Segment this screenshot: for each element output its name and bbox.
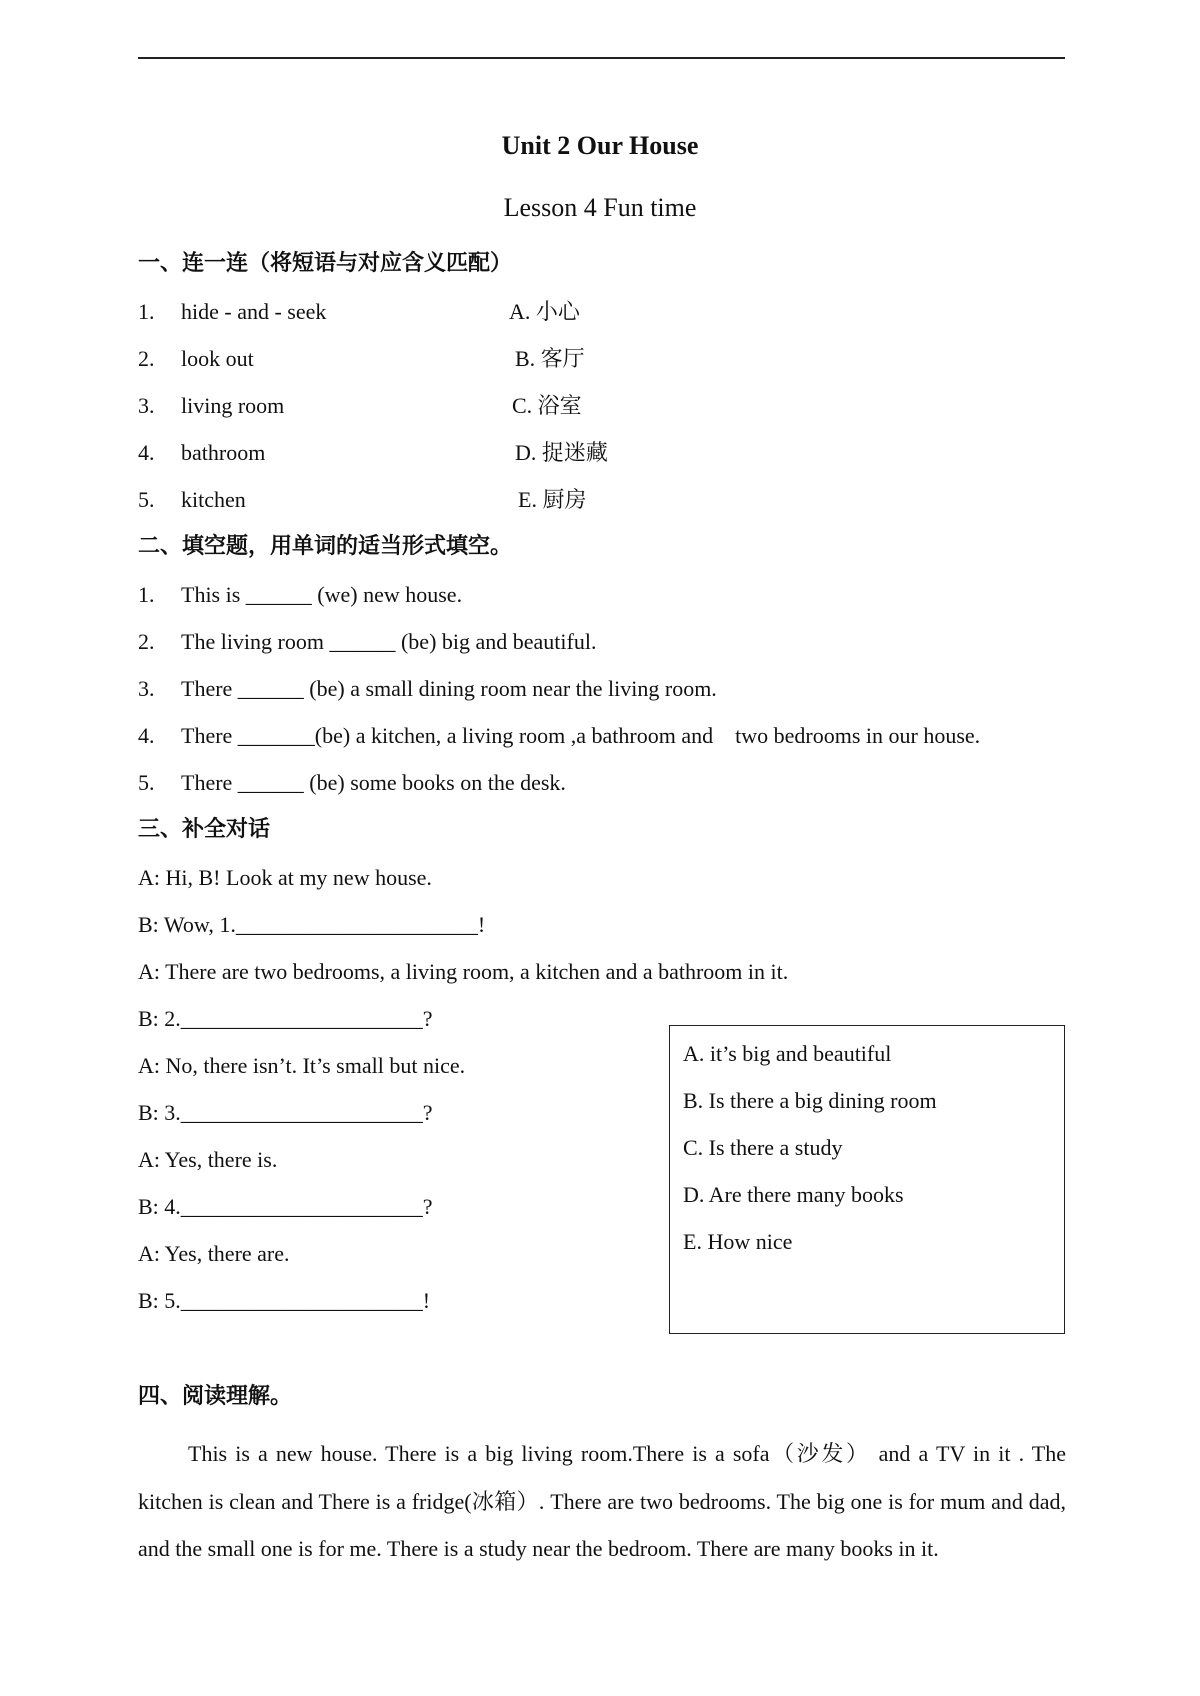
lesson-subtitle: Lesson 4 Fun time (503, 193, 697, 222)
dialogue-line: A: Yes, there are. (138, 1241, 290, 1266)
fill-number: 1. (138, 582, 155, 607)
match-option: E. 厨房 (518, 487, 587, 512)
dialogue-line: B: 4.______________________? (138, 1194, 433, 1219)
match-number: 1. (138, 299, 155, 324)
section1-heading: 一、连一连（将短语与对应含义匹配） (138, 251, 513, 276)
dialogue-line: A: No, there isn’t. It’s small but nice. (138, 1053, 466, 1078)
option-item: B. Is there a big dining room (683, 1088, 937, 1113)
fill-number: 5. (138, 770, 155, 795)
fill-sentence: There ______ (be) some books on the desk. (181, 770, 566, 795)
match-option: A. 小心 (509, 299, 580, 324)
fill-number: 4. (138, 723, 155, 748)
fill-sentence: There ______ (be) a small dining room near the living room. (181, 676, 717, 701)
dialogue-line: B: 2.______________________? (138, 1006, 433, 1031)
section4-heading: 四、阅读理解。 (138, 1384, 293, 1409)
match-number: 5. (138, 487, 155, 512)
dialogue-line: A: There are two bedrooms, a living room, a kitchen and a bathroom in it. (138, 959, 789, 984)
match-option: B. 客厅 (515, 346, 585, 371)
option-item: E. How nice (683, 1229, 793, 1254)
match-phrase: living room (181, 393, 285, 418)
dialogue-line: B: Wow, 1.______________________! (138, 912, 486, 937)
dialogue-line: B: 3.______________________? (138, 1100, 433, 1125)
fill-number: 2. (138, 629, 155, 654)
reading-paragraph: This is a new house. There is a big living room.There is a sofa（沙发） and a TV in it . The kitchen is clean and There is a fridge(冰箱）. There are two bedrooms. The big one is for mum and dad, and the small one is for me. There is a study near the bedroom. There are many books in it. (138, 1441, 1066, 1561)
match-phrase: bathroom (181, 440, 266, 465)
match-option: C. 浴室 (512, 393, 582, 418)
fill-sentence: There _______(be) a kitchen, a living room ,a bathroom and two bedrooms in our house. (181, 723, 981, 748)
match-phrase: look out (181, 346, 254, 371)
option-item: C. Is there a study (683, 1135, 843, 1160)
match-phrase: kitchen (181, 487, 246, 512)
match-number: 4. (138, 440, 155, 465)
dialogue-line: A: Hi, B! Look at my new house. (138, 865, 432, 890)
section2-heading: 二、填空题，用单词的适当形式填空。 (138, 534, 513, 559)
page-title: Unit 2 Our House (501, 131, 699, 160)
fill-sentence: The living room ______ (be) big and beautiful. (181, 629, 597, 654)
section3-heading: 三、补全对话 (138, 817, 271, 842)
fill-sentence: This is ______ (we) new house. (181, 582, 463, 607)
match-option: D. 捉迷藏 (515, 440, 608, 465)
option-item: D. Are there many books (683, 1182, 904, 1207)
dialogue-line: A: Yes, there is. (138, 1147, 278, 1172)
dialogue-line: B: 5.______________________! (138, 1288, 431, 1313)
fill-number: 3. (138, 676, 155, 701)
option-item: A. it’s big and beautiful (683, 1041, 892, 1066)
match-number: 3. (138, 393, 155, 418)
match-phrase: hide - and - seek (181, 299, 327, 324)
match-number: 2. (138, 346, 155, 371)
header-rule (138, 57, 1065, 59)
